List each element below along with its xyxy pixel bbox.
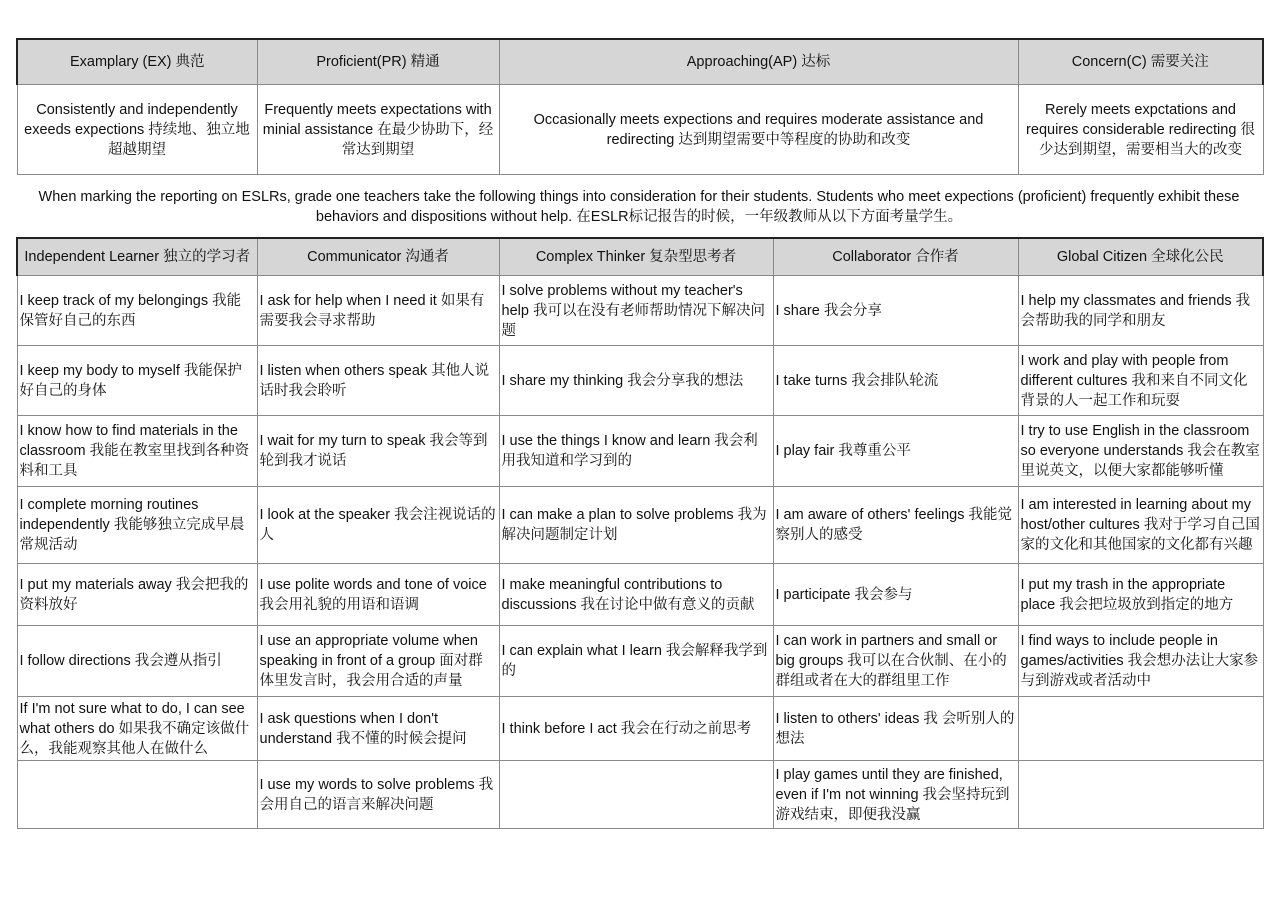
table-row [17,564,1263,626]
eslr-cell-independent-learner: I follow directions 我会遵从指引 [17,626,257,697]
eslr-cell-independent-learner: I complete morning routines independently 我能够独立完成早晨常规活动 [17,487,257,564]
table-row [17,697,1263,761]
intro-paragraph: When marking the reporting on ESLRs, grade one teachers take the following things into consideration for their students. Students who meet expections (proficient) frequently exhibit these behaviors and dispositions without help. 在ESLR标记报告的时候，一年级教师从以下方面考量学生。 [38,189,1240,225]
scale-desc-exemplary: Consistently and independently exeeds expections 持续地、独立地超越期望 [17,85,257,175]
table-row [17,487,1263,564]
eslr-cell-global-citizen: I put my trash in the appropriate place 我会把垃圾放到指定的地方 [1018,564,1263,626]
eslr-cell-complex-thinker: I can explain what I learn 我会解释我学到的 [499,626,773,697]
table-row [17,416,1263,487]
eslr-cell-collaborator: I play fair 我尊重公平 [773,416,1018,487]
eslr-header-complex-thinker: Complex Thinker 复杂型思考者 [499,238,773,276]
eslr-cell-communicator: I look at the speaker 我会注视说话的人 [257,487,499,564]
scale-header-exemplary: Examplary (EX) 典范 [17,39,257,85]
eslr-cell-independent-learner [17,761,257,829]
eslr-cell-complex-thinker: I solve problems without my teacher's help 我可以在没有老师帮助情况下解决问题 [499,276,773,346]
rating-scale-header-row [17,39,1263,85]
eslr-cell-communicator: I ask for help when I need it 如果有需要我会寻求帮助 [257,276,499,346]
eslr-cell-independent-learner: If I'm not sure what to do, I can see what others do 如果我不确定该做什么，我能观察其他人在做什么 [17,697,257,761]
eslr-cell-global-citizen [1018,697,1263,761]
eslr-cell-communicator: I listen when others speak 其他人说话时我会聆听 [257,346,499,416]
scale-header-concern: Concern(C) 需要关注 [1018,39,1263,85]
eslr-cell-independent-learner: I know how to find materials in the classroom 我能在教室里找到各种资料和工具 [17,416,257,487]
rating-scale-table [16,38,1264,175]
scale-header-approaching: Approaching(AP) 达标 [499,39,1018,85]
eslr-cell-independent-learner: I put my materials away 我会把我的资料放好 [17,564,257,626]
eslr-cell-communicator: I use an appropriate volume when speaking in front of a group 面对群体里发言时，我会用合适的声量 [257,626,499,697]
eslr-cell-complex-thinker [499,761,773,829]
scale-desc-proficient: Frequently meets expectations with minial assistance 在最少协助下，经常达到期望 [257,85,499,175]
eslr-cell-global-citizen: I work and play with people from different cultures 我和来自不同文化背景的人一起工作和玩耍 [1018,346,1263,416]
eslr-header-communicator: Communicator 沟通者 [257,238,499,276]
eslr-header-global-citizen: Global Citizen 全球化公民 [1018,238,1263,276]
eslr-cell-global-citizen [1018,761,1263,829]
eslr-cell-global-citizen: I am interested in learning about my host/other cultures 我对于学习自己国家的文化和其他国家的文化都有兴趣 [1018,487,1263,564]
eslr-cell-complex-thinker: I share my thinking 我会分享我的想法 [499,346,773,416]
table-row [17,276,1263,346]
eslr-cell-collaborator: I take turns 我会排队轮流 [773,346,1018,416]
eslr-cell-independent-learner: I keep track of my belongings 我能保管好自己的东西 [17,276,257,346]
eslr-cell-complex-thinker: I can make a plan to solve problems 我为解决问题制定计划 [499,487,773,564]
scale-desc-concern: Rerely meets expctations and requires considerable redirecting 很少达到期望，需要相当大的改变 [1018,85,1263,175]
eslr-cell-complex-thinker: I think before I act 我会在行动之前思考 [499,697,773,761]
eslr-cell-communicator: I ask questions when I don't understand 我不懂的时候会提问 [257,697,499,761]
eslr-cell-global-citizen: I help my classmates and friends 我会帮助我的同学和朋友 [1018,276,1263,346]
eslr-cell-collaborator: I can work in partners and small or big groups 我可以在合伙制、在小的群组或者在大的群组里工作 [773,626,1018,697]
eslr-cell-collaborator: I share 我会分享 [773,276,1018,346]
eslr-cell-global-citizen: I try to use English in the classroom so everyone understands 我会在教室里说英文，以便大家都能够听懂 [1018,416,1263,487]
eslr-cell-collaborator: I am aware of others' feelings 我能觉察别人的感受 [773,487,1018,564]
eslr-table [16,237,1264,829]
eslr-cell-independent-learner: I keep my body to myself 我能保护好自己的身体 [17,346,257,416]
eslr-cell-complex-thinker: I make meaningful contributions to discussions 我在讨论中做有意义的贡献 [499,564,773,626]
eslr-cell-global-citizen: I find ways to include people in games/activities 我会想办法让大家参与到游戏或者活动中 [1018,626,1263,697]
eslr-cell-communicator: I wait for my turn to speak 我会等到轮到我才说话 [257,416,499,487]
rating-scale-description-row [17,85,1263,175]
scale-desc-approaching: Occasionally meets expections and requires moderate assistance and redirecting 达到期望需要中等程度的协助和改变 [499,85,1018,175]
eslr-cell-collaborator: I participate 我会参与 [773,564,1018,626]
eslr-header-row [17,238,1263,276]
eslr-cell-collaborator: I play games until they are finished, even if I'm not winning 我会坚持玩到游戏结束，即便我没赢 [773,761,1018,829]
table-row [17,346,1263,416]
eslr-cell-communicator: I use my words to solve problems 我会用自己的语言来解决问题 [257,761,499,829]
eslr-header-independent-learner: Independent Learner 独立的学习者 [17,238,257,276]
table-row [17,761,1263,829]
eslr-cell-complex-thinker: I use the things I know and learn 我会利用我知道和学习到的 [499,416,773,487]
table-row [17,626,1263,697]
scale-header-proficient: Proficient(PR) 精通 [257,39,499,85]
eslr-header-collaborator: Collaborator 合作者 [773,238,1018,276]
eslr-cell-collaborator: I listen to others' ideas 我 会听别人的想法 [773,697,1018,761]
eslr-cell-communicator: I use polite words and tone of voice 我会用礼貌的用语和语调 [257,564,499,626]
